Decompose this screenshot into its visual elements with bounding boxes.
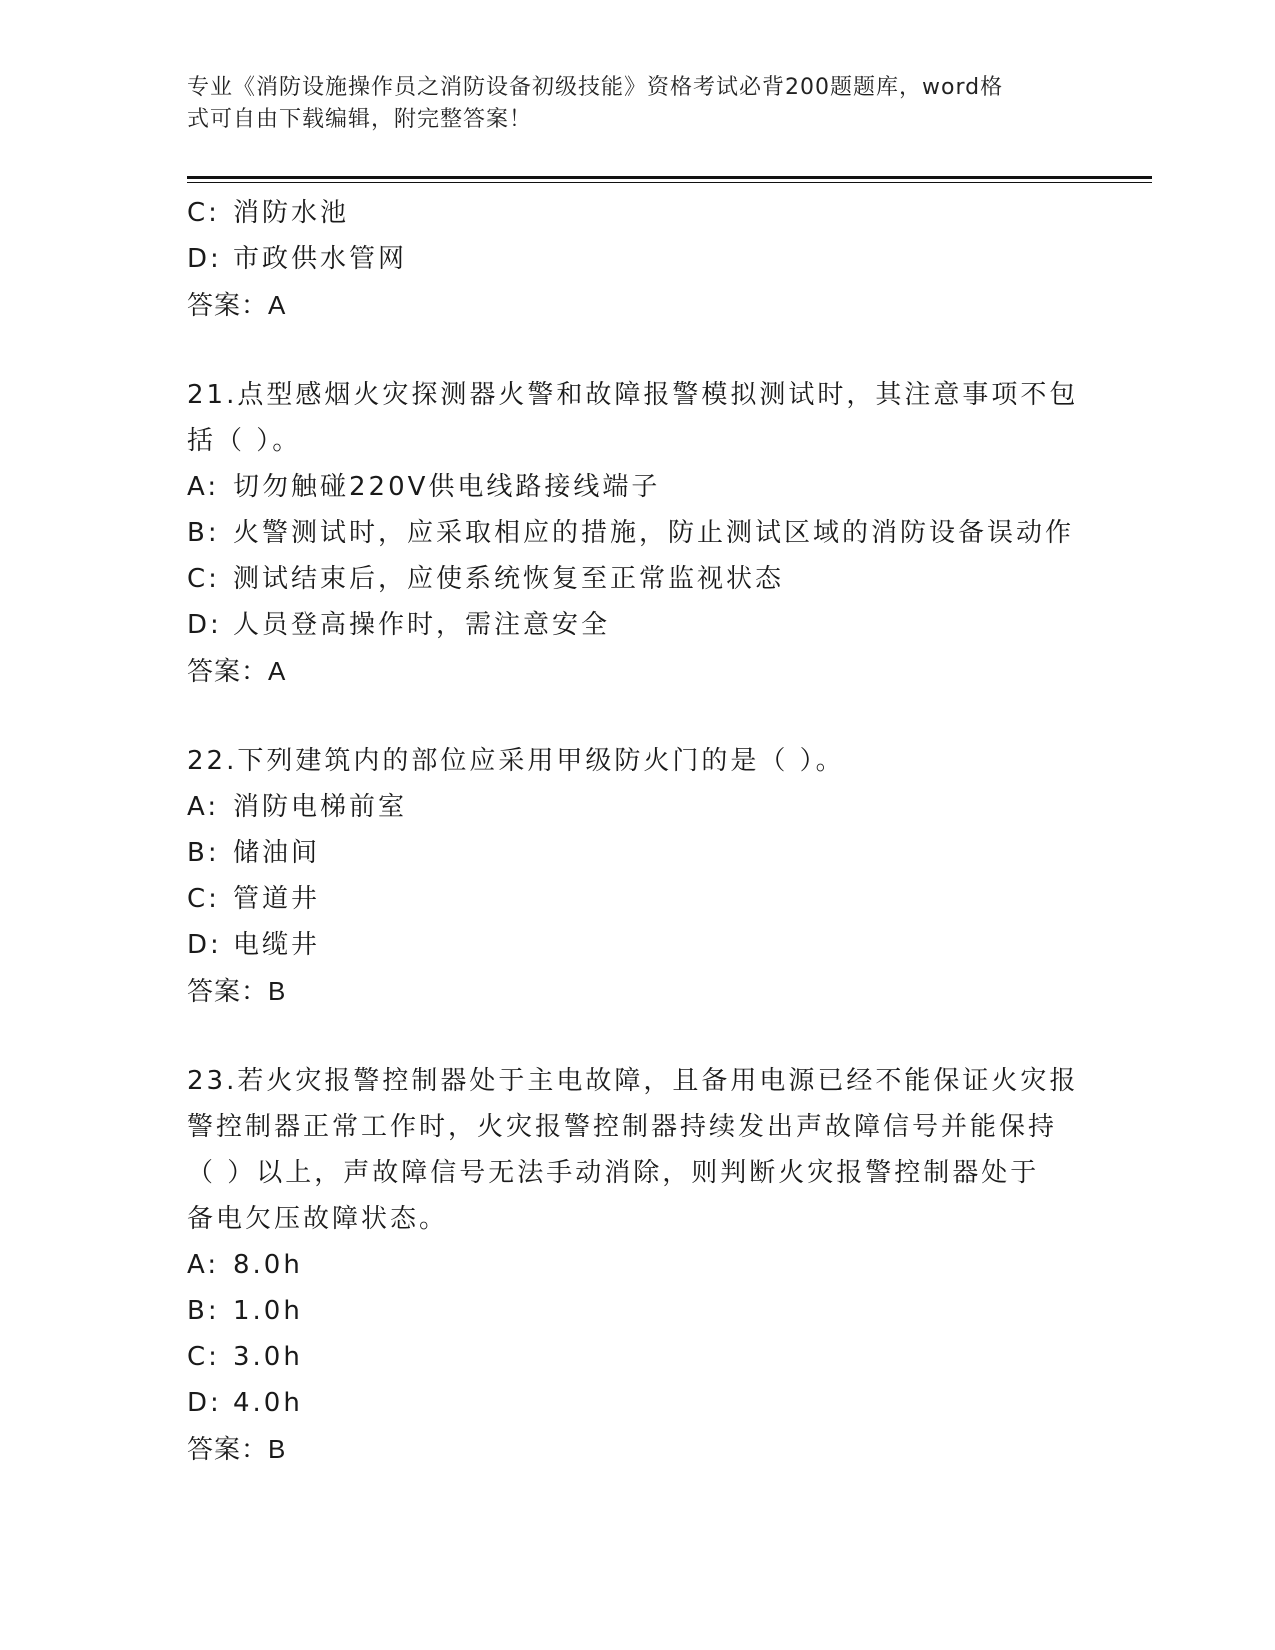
answer-line: 答案：A	[187, 290, 287, 320]
question-22	[187, 738, 1087, 1014]
answer-line: 答案：A	[187, 656, 287, 686]
answer-line: 答案：B	[187, 1434, 287, 1464]
question-stem: 22.下列建筑内的部位应采用甲级防火门的是（ ）。	[187, 746, 845, 776]
option-c: C: 3.0h	[187, 1342, 303, 1372]
option-c: C: 测试结束后，应使系统恢复至正常监视状态	[187, 564, 785, 594]
question-stem: 备电欠压故障状态。	[187, 1204, 449, 1234]
question-stem: 21.点型感烟火灾探测器火警和故障报警模拟测试时，其注意事项不包	[187, 380, 1079, 410]
question-stem: 23.若火灾报警控制器处于主电故障，且备用电源已经不能保证火灾报	[187, 1066, 1079, 1096]
option-b: B: 1.0h	[187, 1296, 303, 1326]
option-b: B: 储油间	[187, 838, 321, 868]
option-a: A: 切勿触碰220V供电线路接线端子	[187, 472, 661, 502]
option-c: C: 消防水池	[187, 198, 350, 228]
question-stem: 警控制器正常工作时，火灾报警控制器持续发出声故障信号并能保持	[187, 1112, 1058, 1142]
question-list	[187, 190, 1087, 1472]
header-line-2: 式可自由下载编辑，附完整答案！	[187, 107, 533, 132]
question-20-continuation	[187, 190, 1087, 328]
question-stem: （ ）以上，声故障信号无法手动消除，则判断火灾报警控制器处于	[187, 1158, 1040, 1188]
option-d: D: 电缆井	[187, 930, 321, 960]
option-d: D: 人员登高操作时，需注意安全	[187, 610, 611, 640]
option-d: D: 市政供水管网	[187, 244, 408, 274]
header-line-1: 专业《消防设施操作员之消防设备初级技能》资格考试必背200题题库，word格	[187, 75, 1004, 100]
option-a: A: 8.0h	[187, 1250, 303, 1280]
option-a: A: 消防电梯前室	[187, 792, 408, 822]
header-rule-thick	[187, 176, 1152, 179]
option-c: C: 管道井	[187, 884, 321, 914]
option-b: B: 火警测试时，应采取相应的措施，防止测试区域的消防设备误动作	[187, 518, 1075, 548]
document-header	[187, 72, 1067, 136]
question-21	[187, 372, 1087, 694]
header-rule-thin	[187, 182, 1152, 183]
answer-line: 答案：B	[187, 976, 287, 1006]
option-d: D: 4.0h	[187, 1388, 303, 1418]
question-stem: 括（ ）。	[187, 426, 302, 456]
question-23	[187, 1058, 1087, 1472]
